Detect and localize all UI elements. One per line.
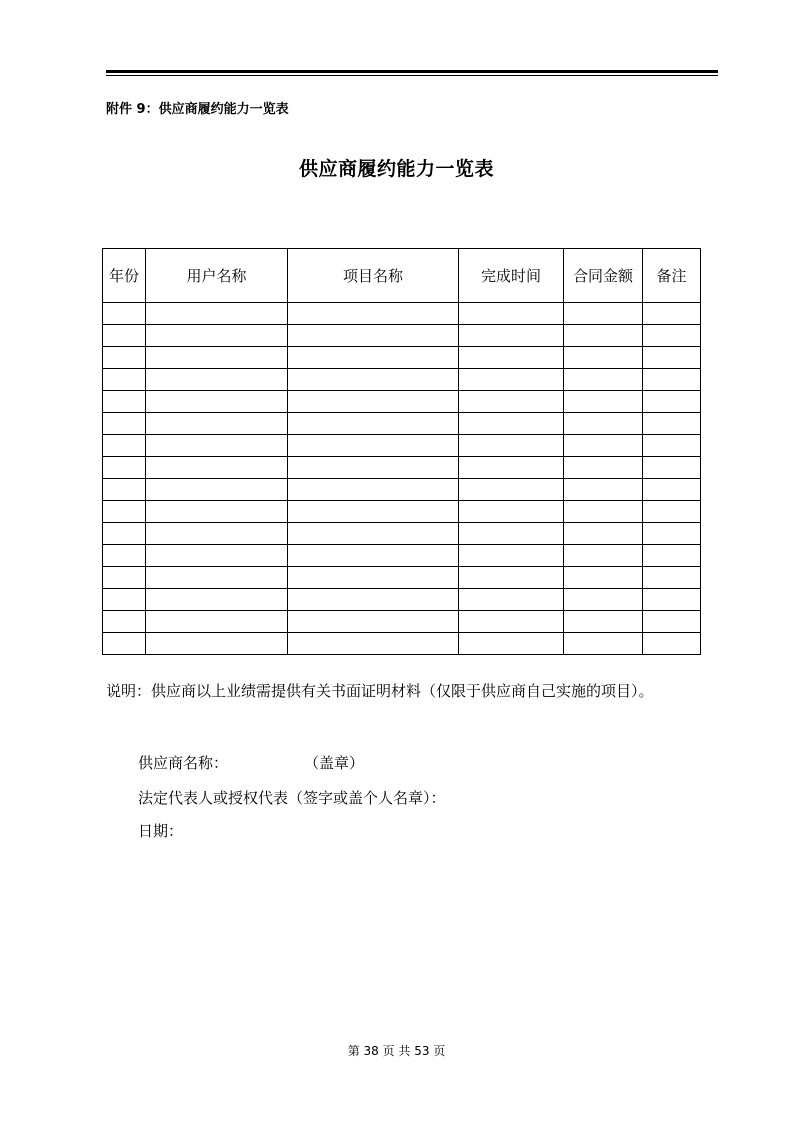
table-cell[interactable] xyxy=(459,523,564,545)
table-cell[interactable] xyxy=(103,347,146,369)
table-cell[interactable] xyxy=(643,391,701,413)
table-cell[interactable] xyxy=(103,457,146,479)
table-row xyxy=(103,369,701,391)
table-cell[interactable] xyxy=(146,523,288,545)
table-cell[interactable] xyxy=(146,545,288,567)
table-cell[interactable] xyxy=(288,523,459,545)
table-cell[interactable] xyxy=(459,435,564,457)
table-cell[interactable] xyxy=(288,303,459,325)
header-rule-thin xyxy=(106,75,718,76)
supplier-name-label: 供应商名称： xyxy=(138,754,229,772)
attachment-label: 附件 9：供应商履约能力一览表 xyxy=(106,102,289,117)
table-cell[interactable] xyxy=(288,545,459,567)
table-cell[interactable] xyxy=(146,479,288,501)
table-cell[interactable] xyxy=(146,589,288,611)
page-title: 供应商履约能力一览表 xyxy=(298,158,494,180)
table-cell[interactable] xyxy=(459,501,564,523)
table-cell[interactable] xyxy=(643,545,701,567)
table-cell[interactable] xyxy=(459,633,564,655)
table-row xyxy=(103,479,701,501)
table-cell[interactable] xyxy=(564,435,643,457)
seal-label: （盖章） xyxy=(304,754,365,772)
table-cell[interactable] xyxy=(564,501,643,523)
table-cell[interactable] xyxy=(643,369,701,391)
table-row xyxy=(103,567,701,589)
table-cell[interactable] xyxy=(288,347,459,369)
date-label: 日期： xyxy=(138,822,184,840)
table-cell[interactable] xyxy=(643,589,701,611)
table-cell[interactable] xyxy=(103,303,146,325)
table-row xyxy=(103,545,701,567)
table-cell[interactable] xyxy=(459,567,564,589)
table-cell[interactable] xyxy=(288,457,459,479)
table-cell[interactable] xyxy=(564,545,643,567)
table-cell[interactable] xyxy=(564,325,643,347)
table-cell[interactable] xyxy=(288,501,459,523)
table-row xyxy=(103,325,701,347)
table-cell[interactable] xyxy=(146,633,288,655)
table-cell[interactable] xyxy=(564,303,643,325)
table-cell[interactable] xyxy=(146,391,288,413)
table-cell[interactable] xyxy=(459,611,564,633)
table-cell[interactable] xyxy=(103,523,146,545)
table-cell[interactable] xyxy=(288,479,459,501)
table-cell[interactable] xyxy=(288,325,459,347)
table-cell[interactable] xyxy=(146,325,288,347)
table-cell[interactable] xyxy=(103,369,146,391)
table-cell[interactable] xyxy=(459,369,564,391)
table-cell[interactable] xyxy=(564,611,643,633)
table-cell[interactable] xyxy=(564,567,643,589)
table-cell[interactable] xyxy=(564,523,643,545)
table-cell[interactable] xyxy=(459,413,564,435)
table-cell[interactable] xyxy=(643,413,701,435)
table-cell[interactable] xyxy=(288,369,459,391)
table-cell[interactable] xyxy=(643,523,701,545)
table-row xyxy=(103,523,701,545)
note-text: 说明：供应商以上业绩需提供有关书面证明材料（仅限于供应商自己实施的项目）。 xyxy=(106,682,654,700)
table-cell[interactable] xyxy=(146,369,288,391)
table-cell[interactable] xyxy=(459,545,564,567)
table-cell[interactable] xyxy=(103,589,146,611)
table-cell[interactable] xyxy=(288,633,459,655)
header-rule-thick xyxy=(106,70,718,73)
table-cell[interactable] xyxy=(103,545,146,567)
table-cell[interactable] xyxy=(459,479,564,501)
table-body xyxy=(103,303,701,655)
representative-label: 法定代表人或授权代表（签字或盖个人名章）： xyxy=(138,789,446,807)
table-cell[interactable] xyxy=(146,501,288,523)
table-row xyxy=(103,391,701,413)
table-cell[interactable] xyxy=(146,413,288,435)
table-cell[interactable] xyxy=(103,325,146,347)
column-header-project-name: 项目名称 xyxy=(288,249,459,303)
table-cell[interactable] xyxy=(564,413,643,435)
table-cell[interactable] xyxy=(643,501,701,523)
table-cell[interactable] xyxy=(288,391,459,413)
table-cell[interactable] xyxy=(459,347,564,369)
performance-table xyxy=(102,248,701,655)
table-row xyxy=(103,435,701,457)
table-cell[interactable] xyxy=(643,611,701,633)
table-cell[interactable] xyxy=(146,435,288,457)
table-cell[interactable] xyxy=(564,369,643,391)
table-row xyxy=(103,611,701,633)
table-cell[interactable] xyxy=(643,303,701,325)
table-cell[interactable] xyxy=(643,435,701,457)
table-cell[interactable] xyxy=(459,325,564,347)
table-cell[interactable] xyxy=(459,457,564,479)
table-cell[interactable] xyxy=(103,567,146,589)
table-cell[interactable] xyxy=(103,413,146,435)
table-row xyxy=(103,413,701,435)
table-cell[interactable] xyxy=(288,413,459,435)
table-cell[interactable] xyxy=(103,501,146,523)
table-cell[interactable] xyxy=(643,633,701,655)
table-cell[interactable] xyxy=(288,567,459,589)
table-cell[interactable] xyxy=(459,589,564,611)
table-cell[interactable] xyxy=(146,347,288,369)
table-cell[interactable] xyxy=(288,435,459,457)
table-cell[interactable] xyxy=(564,589,643,611)
column-header-completion-time: 完成时间 xyxy=(459,249,564,303)
table-cell[interactable] xyxy=(459,391,564,413)
table-row xyxy=(103,457,701,479)
table-cell[interactable] xyxy=(288,611,459,633)
table-cell[interactable] xyxy=(146,303,288,325)
table-row xyxy=(103,589,701,611)
table-cell[interactable] xyxy=(103,479,146,501)
table-cell[interactable] xyxy=(643,347,701,369)
table-cell[interactable] xyxy=(146,611,288,633)
table-row xyxy=(103,501,701,523)
table-cell[interactable] xyxy=(288,589,459,611)
table-row xyxy=(103,633,701,655)
table-cell[interactable] xyxy=(103,611,146,633)
table-cell[interactable] xyxy=(103,435,146,457)
table-cell[interactable] xyxy=(643,479,701,501)
column-header-year: 年份 xyxy=(103,249,146,303)
table-row xyxy=(103,347,701,369)
table-cell[interactable] xyxy=(146,567,288,589)
column-header-user-name: 用户名称 xyxy=(146,249,288,303)
table-cell[interactable] xyxy=(643,457,701,479)
column-header-remarks: 备注 xyxy=(643,249,701,303)
table-cell[interactable] xyxy=(564,391,643,413)
table-cell[interactable] xyxy=(103,391,146,413)
table-cell[interactable] xyxy=(643,325,701,347)
page-number: 第 38 页 共 53 页 xyxy=(347,1044,446,1058)
table-cell[interactable] xyxy=(564,479,643,501)
table-cell[interactable] xyxy=(459,303,564,325)
table-cell[interactable] xyxy=(564,457,643,479)
table-cell[interactable] xyxy=(564,347,643,369)
column-header-contract-amount: 合同金额 xyxy=(564,249,643,303)
table-cell[interactable] xyxy=(643,567,701,589)
table-cell[interactable] xyxy=(146,457,288,479)
table-cell[interactable] xyxy=(103,633,146,655)
table-cell[interactable] xyxy=(564,633,643,655)
table-header-row xyxy=(103,249,701,303)
table-row xyxy=(103,303,701,325)
